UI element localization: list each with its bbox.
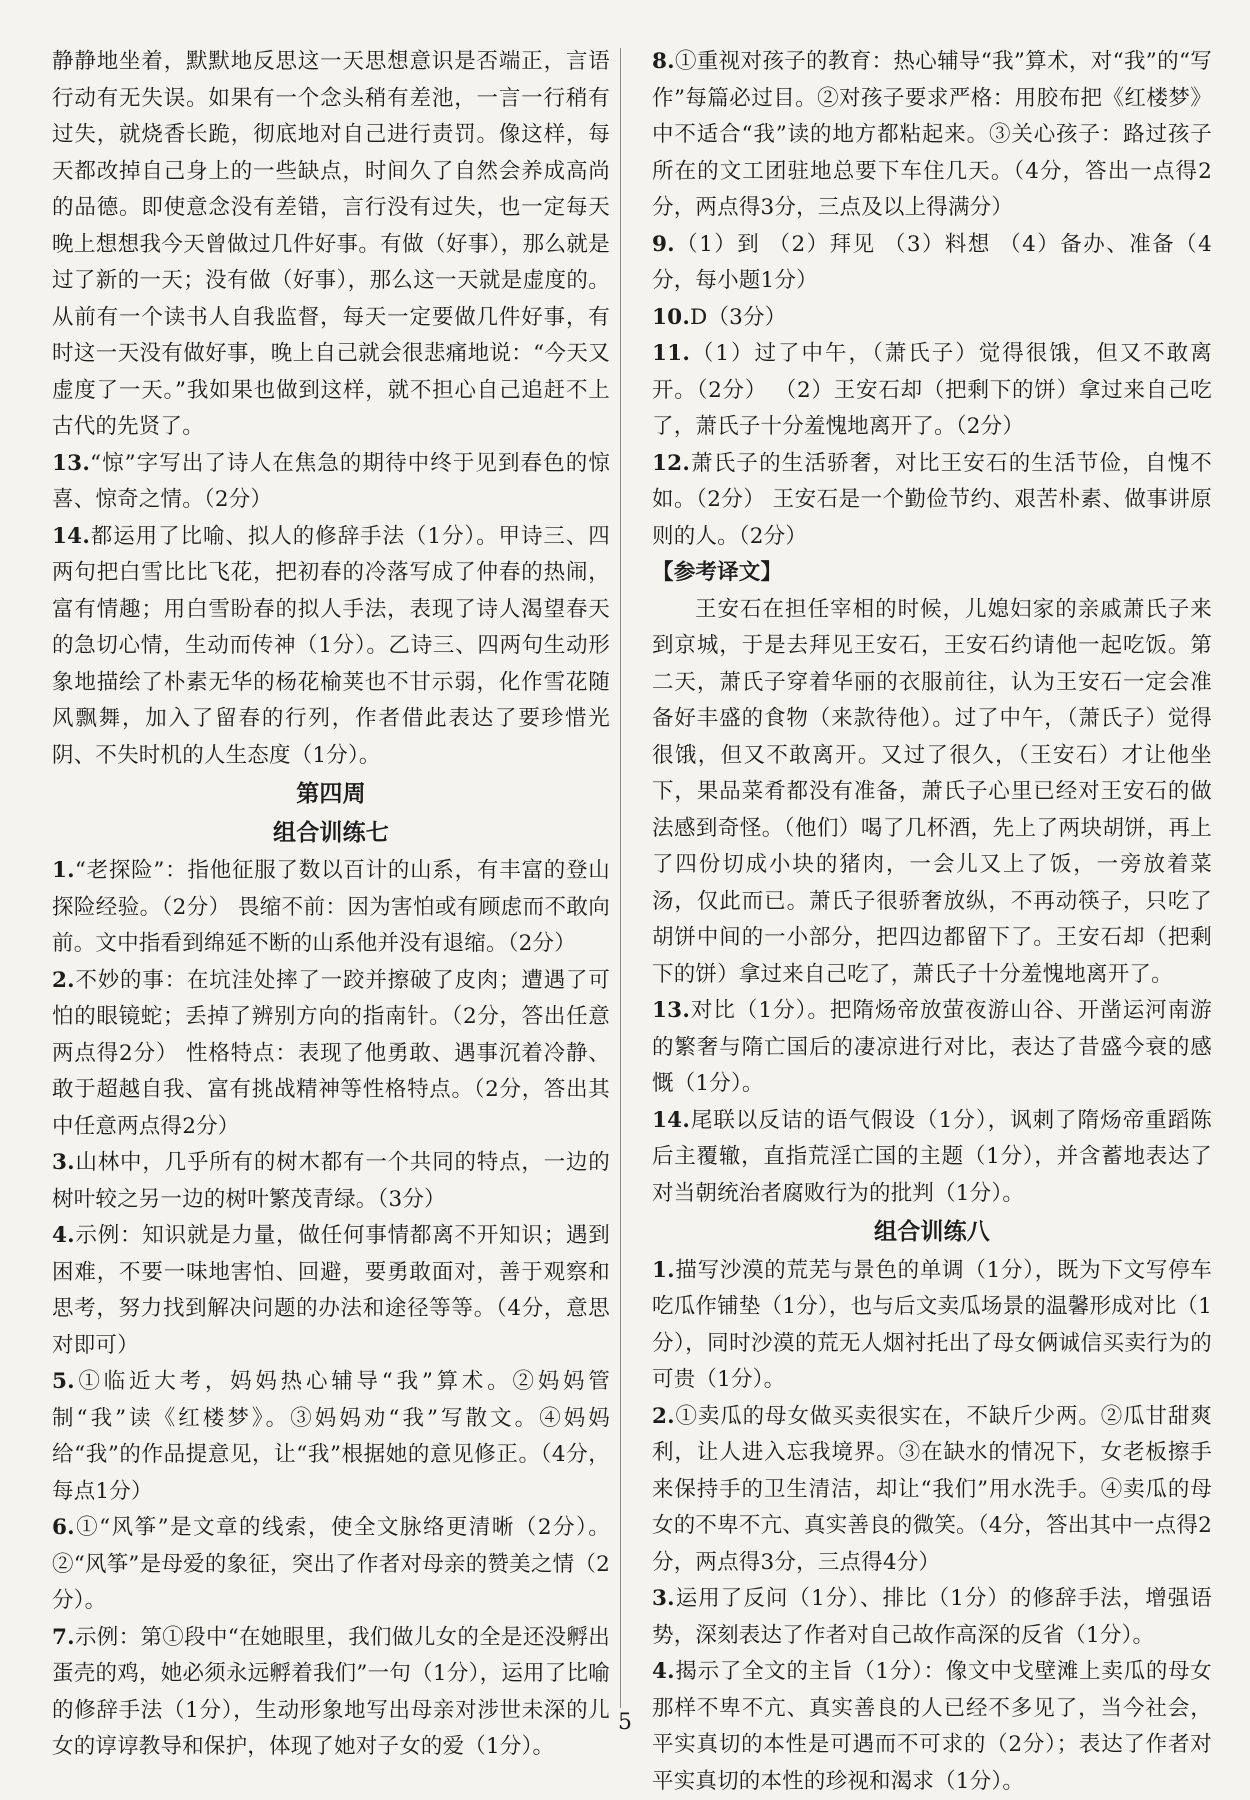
g7-answer-6: 6.①“风筝”是文章的线索，使全文脉络更清晰（2分）。②“风筝”是母爱的象征，突出了作者对母亲的赞美之情（2分）。 bbox=[52, 1515, 610, 1613]
g7-answer-2: 2.不妙的事：在坑洼处摔了一跤并擦破了皮肉；遭遇了可怕的眼镜蛇；丢掉了辨别方向的指南针。（2分，答出任意两点得2分） 性格特点：表现了他勇敢、遇事沉着冷静、敢于超越自我、富有挑战精神等性格特点。（2分，答出其中任意两点得2分） bbox=[52, 967, 610, 1139]
answer-14: 14.都运用了比喻、拟人的修辞手法（1分）。甲诗三、四两句把白雪比比飞花，把初春的冷落写成了仲春的热闹，富有情趣；用白雪盼春的拟人手法，表现了诗人渴望春天的急切心情，生动而传神（1分）。乙诗三、四两句生动形象地描绘了朴素无华的杨花榆荚也不甘示弱，化作雪花随风飘舞，加入了留春的行列，作者借此表达了要珍惜光阴、不失时机的人生态度（1分）。 bbox=[52, 523, 610, 768]
page-number: 5 bbox=[618, 1710, 632, 1735]
reference-translation-title: 【参考译文】 bbox=[652, 560, 783, 585]
reference-translation: 王安石在担任宰相的时候，儿媳妇家的亲戚萧氏子来到京城，于是去拜见王安石，王安石约请他一起吃饭。第二天，萧氏子穿着华丽的衣服前往，认为王安石一定会准备好丰盛的食物（来款待他）。过了中午，（萧氏子）觉得很饿，但又不敢离开。又过了很久，（王安石）才让他坐下，果品菜肴都没有准备，萧氏子心里已经对王安石的做法感到奇怪。（他们）喝了几杯酒，先上了两块胡饼，再上了四份切成小块的猪肉，一会儿又上了饭，一旁放着菜汤，仅此而已。萧氏子很骄奢放纵，不再动筷子，只吃了胡饼中间的一小部分，把四边都留下了。王安石却（把剩下的饼）拿过来自己吃了，萧氏子十分羞愧地离开了。 bbox=[652, 596, 1212, 987]
g8-answer-2: 2.①卖瓜的母女做买卖很实在，不缺斤少两。②瓜甘甜爽利，让人进入忘我境界。③在缺水的情况下，女老板擦手来保持手的卫生清洁，却让“我们”用水洗手。④卖瓜的母女的不卑不亢、真实善良的微笑。（4分，答出其中一点得2分，两点得3分，三点得4分） bbox=[652, 1403, 1212, 1575]
g7-answer-5: 5.①临近大考，妈妈热心辅导“我”算术。②妈妈管制“我”读《红楼梦》。③妈妈劝“我”写散文。④妈妈给“我”的作品提意见，让“我”根据她的意见修正。（4分，每点1分） bbox=[52, 1369, 610, 1504]
g7-answer-8: 8.①重视对孩子的教育：热心辅导“我”算术，对“我”的“写作”每篇必过目。②对孩子要求严格：用胶布把《红楼梦》中不适合“我”读的地方都粘起来。③关心孩子：路过孩子所在的文工团驻地总要下车住几天。（4分，答出一点得2分，两点得3分，三点及以上得满分） bbox=[652, 49, 1212, 220]
g7-answer-9: 9.（1）到 （2）拜见 （3）料想 （4）备办、准备（4分，每小题1分） bbox=[652, 231, 1212, 293]
column-divider bbox=[620, 48, 621, 1708]
answer-13: 13.“惊”字写出了诗人在焦急的期待中终于见到春色的惊喜、惊奇之情。（2分） bbox=[52, 450, 610, 512]
g8-answer-3: 3.运用了反问（1分）、排比（1分）的修辞手法，增强语势，深刻表达了作者对自己故作高深的反省（1分）。 bbox=[652, 1586, 1212, 1648]
g7-answer-11: 11.（1）过了中午，（萧氏子）觉得很饿，但又不敢离开。（2分） （2）王安石却（把剩下的饼）拿过来自己吃了，萧氏子十分羞愧地离开了。（2分） bbox=[652, 341, 1212, 439]
right-column bbox=[652, 44, 1212, 1800]
g7-answer-7: 7.示例：第①段中“在她眼里，我们做儿女的全是还没孵出蛋壳的鸡，她必须永远孵着我们”一句（1分），运用了比喻的修辞手法（1分），生动形象地写出母亲对涉世未深的儿女的谆谆教导和保护，体现了她对子女的爱（1分）。 bbox=[52, 1624, 610, 1759]
g7-answer-10: 10.D（3分） bbox=[652, 304, 787, 330]
translation-continuation: 静静地坐着，默默地反思这一天思想意识是否端正，言语行动有无失误。如果有一个念头稍有差池，一言一行稍有过失，就烧香长跪，彻底地对自己进行责罚。像这样，每天都改掉自己身上的一些缺点，时间久了自然会养成高尚的品德。即使意念没有差错，言行没有过失，也一定每天晚上想想我今天曾做过几件好事。有做（好事），那么就是过了新的一天；没有做（好事），那么这一天就是虚度的。从前有一个读书人自我监督，每天一定要做几件好事，有时这一天没有做好事，晚上自己就会很悲痛地说：“今天又虚度了一天。”我如果也做到这样，就不担心自己追赶不上古代的先贤了。 bbox=[52, 49, 610, 439]
g7-answer-3: 3.山林中，几乎所有的树木都有一个共同的特点，一边的树叶较之另一边的树叶繁茂青绿。（3分） bbox=[52, 1150, 610, 1212]
g7-answer-4: 4.示例：知识就是力量，做任何事情都离不开知识；遇到困难，不要一味地害怕、回避，要勇敢面对，善于观察和思考，努力找到解决问题的办法和途径等等。（4分，意思对即可） bbox=[52, 1223, 610, 1358]
g7-answer-13: 13.对比（1分）。把隋炀帝放萤夜游山谷、开凿运河南游的繁奢与隋亡国后的凄凉进行对比，表达了昔盛今衰的感慨（1分）。 bbox=[652, 998, 1212, 1096]
group-7-title: 组合训练七 bbox=[273, 818, 389, 846]
g7-answer-14: 14.尾联以反诘的语气假设（1分），讽刺了隋炀帝重蹈陈后主覆辙，直指荒淫亡国的主题（1分），并含蓄地表达了对当朝统治者腐败行为的批判（1分）。 bbox=[652, 1107, 1212, 1206]
left-column bbox=[52, 44, 610, 1766]
g7-answer-12: 12.萧氏子的生活骄奢，对比王安石的生活节俭，自愧不如。（2分） 王安石是一个勤俭节约、艰苦朴素、做事讲原则的人。（2分） bbox=[652, 450, 1212, 549]
group-8-title: 组合训练八 bbox=[874, 1218, 990, 1245]
g7-answer-1: 1.“老探险”：指他征服了数以百计的山系，有丰富的登山探险经验。（2分） 畏缩不前：因为害怕或有顾虑而不敢向前。文中指看到绵延不断的山系他并没有退缩。（2分） bbox=[52, 858, 610, 956]
g8-answer-1: 1.描写沙漠的荒芜与景色的单调（1分），既为下文写停车吃瓜作铺垫（1分），也与后文卖瓜场景的温馨形成对比（1分），同时沙漠的荒无人烟衬托出了母女俩诚信买卖行为的可贵（1分）。 bbox=[652, 1257, 1212, 1392]
week-title: 第四周 bbox=[296, 780, 366, 807]
g8-answer-4: 4.揭示了全文的主旨（1分）：像文中戈壁滩上卖瓜的母女那样不卑不亢、真实善良的人已经不多见了，当今社会，平实真切的本性是可遇而不可求的（2分）；表达了作者对平实真切的本性的珍视和渴求（1分）。 bbox=[652, 1659, 1212, 1794]
